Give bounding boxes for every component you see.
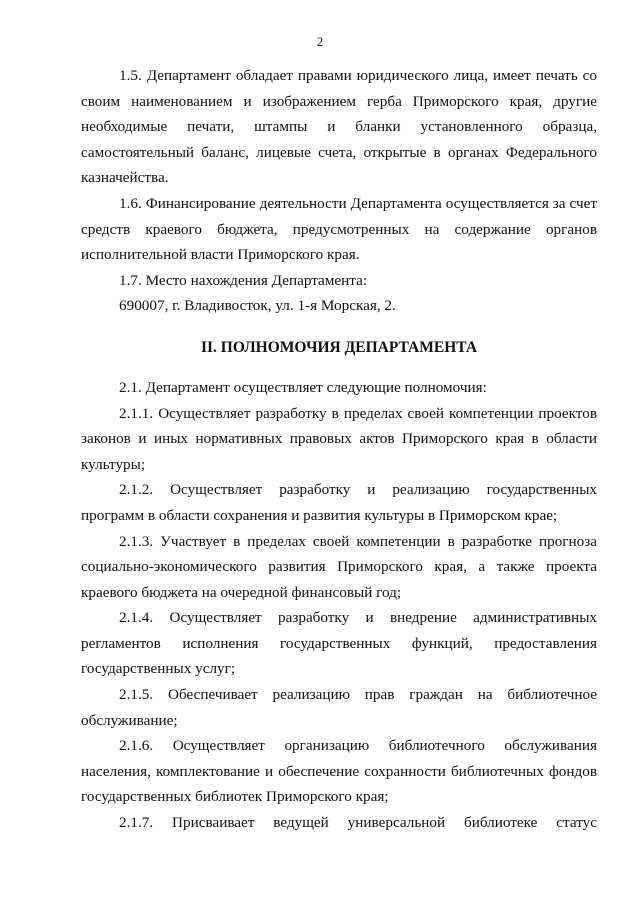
paragraph-2-1-7-word: универсальной [347,814,446,832]
paragraph-2-1-4: 2.1.4. Осуществляет разработку и внедрение административных регламентов исполнения государственных функций, предоставления государственных услуг; [81,609,597,678]
paragraph-2-1-7-word: статус [556,814,597,832]
paragraph-2-1-7-word: 2.1.7. [119,814,154,832]
paragraph-1-5: 1.5. Департамент обладает правами юридического лица, имеет печать со своим наименованием и изображением герба Приморского края, другие необходимые печати, штампы и бланки установленного образца, самостоятельный баланс, лицевые счета, открытые в органах Федерального казначейства. [81,67,597,187]
page-number: 2 [316,34,324,49]
paragraph-2-1-3: 2.1.3. Участвует в пределах своей компетенции в разработке прогноза социально-экономического развития Приморского края, а также проекта краевого бюджета на очередной финансовый год; [81,532,597,601]
paragraph-2-1: 2.1. Департамент осуществляет следующие полномочия: [119,378,487,396]
section-heading: II. ПОЛНОМОЧИЯ ДЕПАРТАМЕНТА [200,338,478,356]
paragraph-1-7: 1.7. Место нахождения Департамента: [119,271,368,289]
paragraph-2-1-7-word: библиотеке [463,814,538,832]
paragraph-2-1-6: 2.1.6. Осуществляет организацию библиотечного обслуживания населения, комплектование и обеспечение сохранности библиотечных фондов государственных библиотек Приморского края; [81,737,597,806]
paragraph-2-1-7 [81,810,597,836]
paragraph-2-1-7-word: Присваивает [172,814,255,832]
paragraph-address: 690007, г. Владивосток, ул. 1-я Морская, 2. [119,297,396,315]
paragraph-2-1-1: 2.1.1. Осуществляет разработку в пределах своей компетенции проектов законов и иных нормативных правовых актов Приморского края в области культуры; [81,404,597,473]
document-body [81,63,597,836]
paragraph-2-1-5: 2.1.5. Обеспечивает реализацию прав граждан на библиотечное обслуживание; [81,686,597,729]
paragraph-2-1-7-word: ведущей [273,814,329,832]
paragraph-2-1-2: 2.1.2. Осуществляет разработку и реализацию государственных программ в области сохранения и развития культуры в Приморском крае; [81,481,597,524]
paragraph-1-6: 1.6. Финансирование деятельности Департамента осуществляется за счет средств краевого бюджета, предусмотренных на содержание органов исполнительной власти Приморского края. [81,194,597,264]
